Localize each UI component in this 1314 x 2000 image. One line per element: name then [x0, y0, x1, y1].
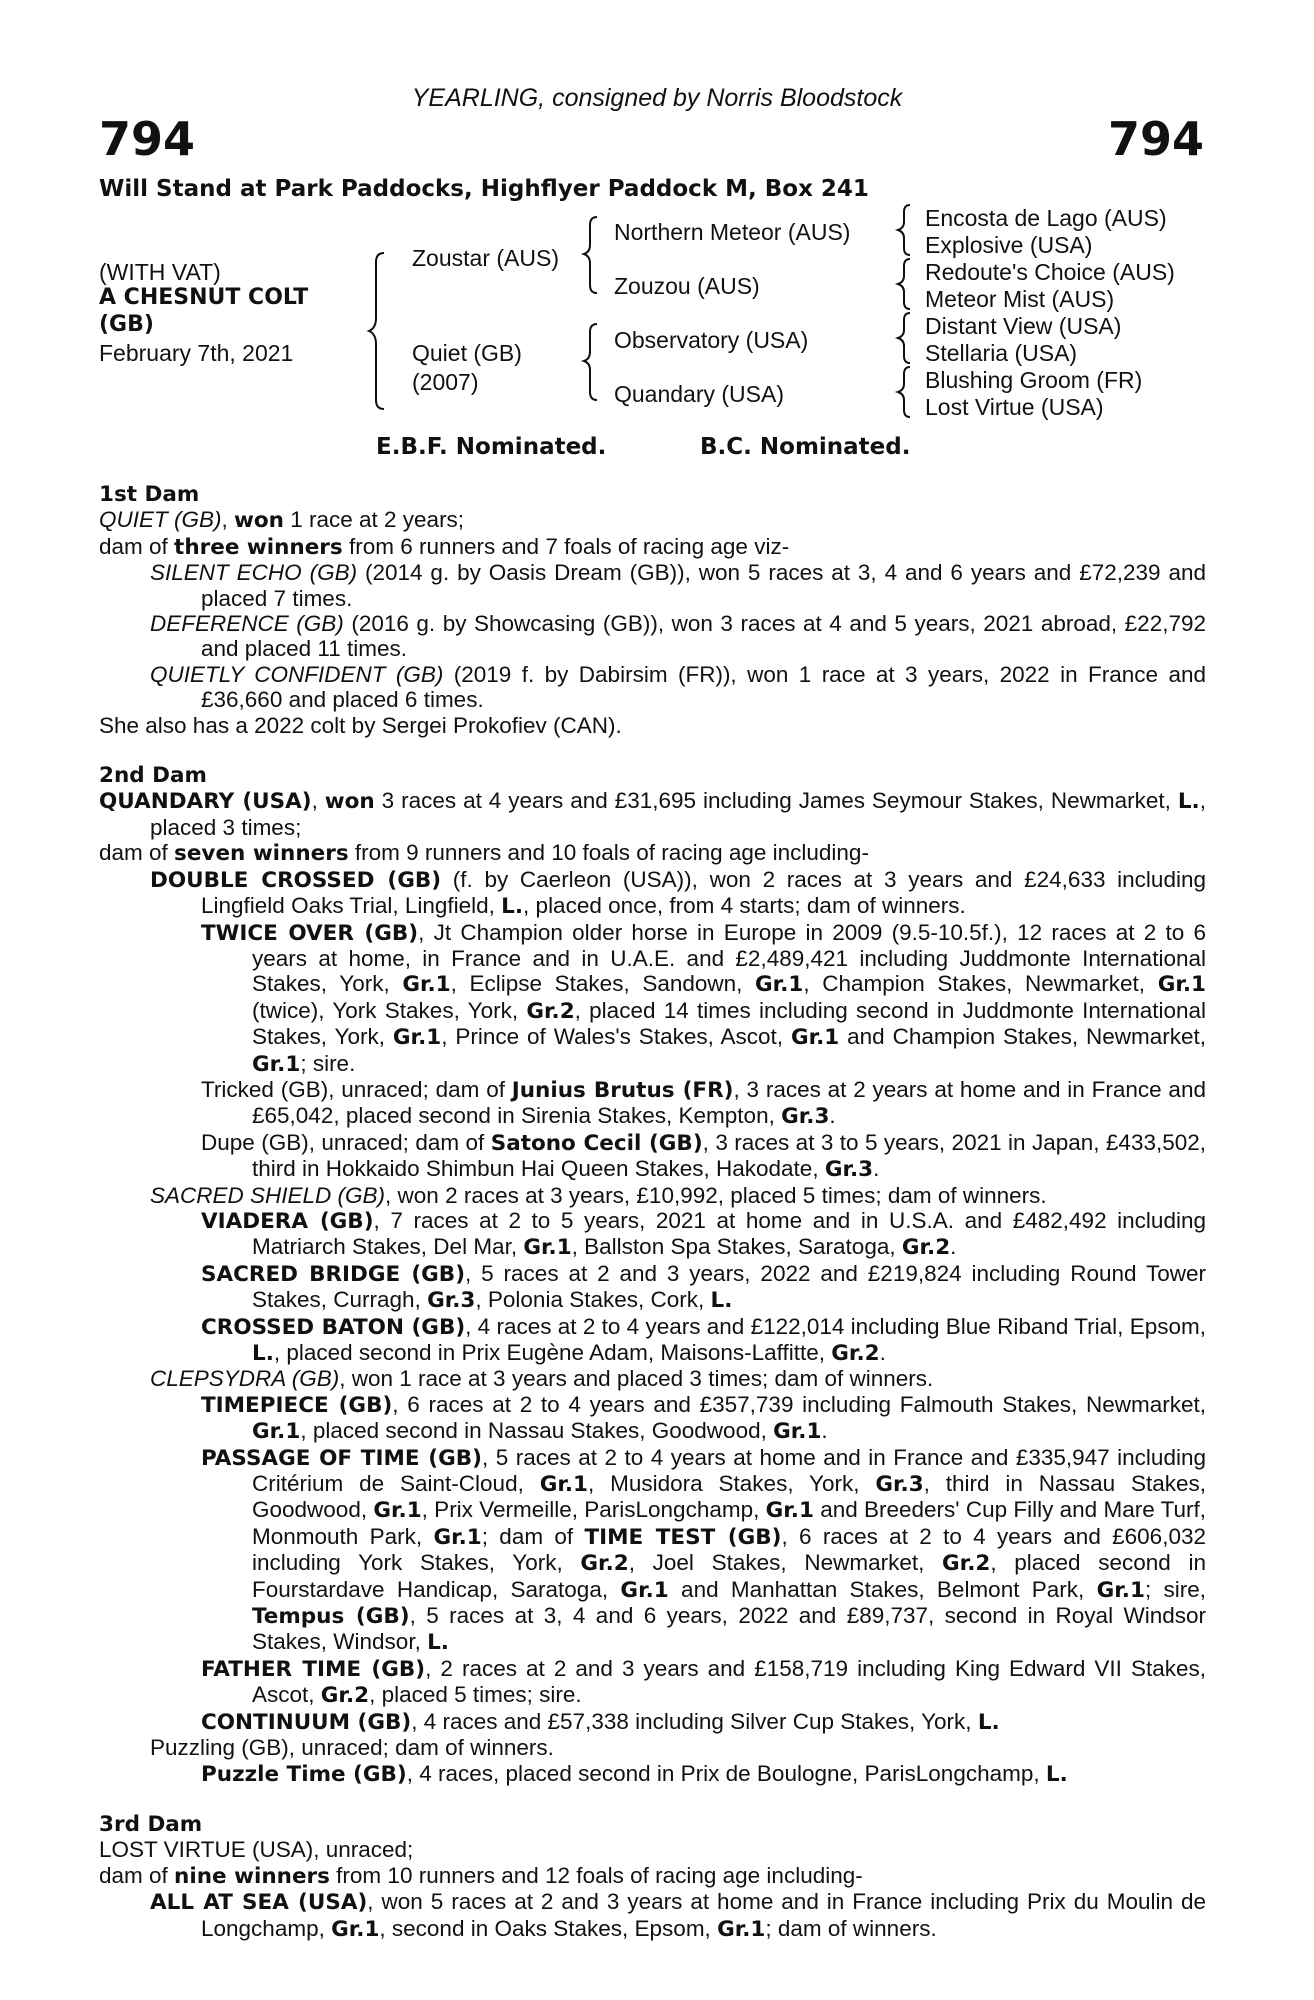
- sire-dam-dam: Meteor Mist (AUS): [925, 286, 1115, 312]
- catalogue-body: [99, 482, 1206, 1942]
- first-dam-heading: 1st Dam: [99, 482, 200, 507]
- produce-entry: DOUBLE CROSSED (GB) (f. by Caerleon (USA)), won 2 races at 3 years and £24,633 including Lingfield Oaks Trial, Lingfield, L., placed once, from 4 starts; dam of winners.: [150, 866, 1206, 920]
- sire-sire-sire: Encosta de Lago (AUS): [925, 205, 1167, 231]
- produce-entry: PASSAGE OF TIME (GB), 5 races at 2 to 4 years at home and in France and £335,947 including Critérium de Saint-Cloud, Gr.1, Musidora Stakes, York, Gr.3, third in Nassau Stakes, Goodwood, Gr.1, Prix Vermeille, ParisLongchamp, Gr.1 and Breeders' Cup Filly and Mare Turf, Monmouth Park, Gr.1; dam of TIME TEST (GB), 6 races at 2 to 4 years and £606,032 including York Stakes, York, Gr.2, Joel Stakes, Newmarket, Gr.2, placed second in Fourstardave Handicap, Saratoga, Gr.1 and Manhattan Stakes, Belmont Park, Gr.1; sire, Tempus (GB), 5 races at 3, 4 and 6 years, 2022 and £89,737, second in Royal Windsor Stakes, Windsor, L.: [201, 1444, 1207, 1656]
- sire-dam-sire: Redoute's Choice (AUS): [925, 259, 1175, 285]
- foaling-date: February 7th, 2021: [99, 340, 294, 366]
- produce-entry: VIADERA (GB), 7 races at 2 to 5 years, 2021 at home and in U.S.A. and £482,492 including Matriarch Stakes, Del Mar, Gr.1, Ballston Spa Stakes, Saratoga, Gr.2.: [201, 1207, 1206, 1261]
- produce-entry: DEFERENCE (GB) (2016 g. by Showcasing (GB)), won 3 races at 4 and 5 years, 2021 abroad, £22,792 and placed 11 times.: [150, 611, 1206, 662]
- third-dam-heading: 3rd Dam: [99, 1811, 203, 1837]
- sire-sire-dam: Explosive (USA): [925, 232, 1093, 258]
- second-dam-line: QUANDARY (USA), won 3 races at 4 years and £31,695 including James Seymour Stakes, Newmarket, L., placed 3 times;: [99, 788, 1206, 840]
- produce-entry: Puzzling (GB), unraced; dam of winners.: [150, 1735, 554, 1761]
- produce-entry: TIMEPIECE (GB), 6 races at 2 to 4 years and £357,739 including Falmouth Stakes, Newmarket, Gr.1, placed second in Nassau Stakes, Goodwood, Gr.1.: [201, 1391, 1206, 1445]
- produce-entry: QUIETLY CONFIDENT (GB) (2019 f. by Dabirsim (FR)), won 1 race at 3 years, 2022 in France and £36,660 and placed 6 times.: [150, 661, 1206, 713]
- produce-entry: SACRED BRIDGE (GB), 5 races at 2 and 3 years, 2022 and £219,824 including Round Tower Stakes, Curragh, Gr.3, Polonia Stakes, Cork, L.: [201, 1260, 1206, 1314]
- produce-entry: CONTINUUM (GB), 4 races and £57,338 including Silver Cup Stakes, York, L.: [201, 1708, 1000, 1735]
- third-dam-produce-summary: dam of nine winners from 10 runners and 12 foals of racing age including-: [99, 1862, 863, 1889]
- bc-nomination: B.C. Nominated.: [700, 434, 911, 460]
- first-dam-produce-summary: dam of three winners from 6 runners and 7 foals of racing age viz-: [99, 533, 790, 560]
- dam-sire: Observatory (USA): [614, 327, 809, 353]
- dam-sire-sire: Distant View (USA): [925, 313, 1122, 339]
- second-dam-produce-summary: dam of seven winners from 9 runners and 10 foals of racing age including-: [99, 840, 869, 867]
- lot-number-left: 794: [99, 112, 196, 166]
- dam-dam-dam: Lost Virtue (USA): [925, 394, 1104, 420]
- sire-dam: Zouzou (AUS): [614, 273, 760, 299]
- dam-sire-dam: Stellaria (USA): [925, 340, 1078, 366]
- produce-entry: CROSSED BATON (GB), 4 races at 2 to 4 years and £122,014 including Blue Riband Trial, Epsom, L., placed second in Prix Eugène Adam, Maisons-Laffitte, Gr.2.: [201, 1313, 1206, 1366]
- produce-entry: Tricked (GB), unraced; dam of Junius Brutus (FR), 3 races at 2 years at home and in France and £65,042, placed second in Sirenia Stakes, Kempton, Gr.3.: [201, 1076, 1206, 1130]
- first-dam-line: QUIET (GB), won 1 race at 2 years;: [99, 507, 465, 534]
- sire-sire: Northern Meteor (AUS): [614, 219, 851, 245]
- produce-entry: SILENT ECHO (GB) (2014 g. by Oasis Dream (GB)), won 5 races at 3, 4 and 6 years and £72,239 and placed 7 times.: [150, 560, 1206, 611]
- ebf-nomination: E.B.F. Nominated.: [376, 434, 607, 460]
- third-dam-line: LOST VIRTUE (USA), unraced;: [99, 1837, 414, 1863]
- dam-dam: Quandary (USA): [614, 381, 785, 407]
- consignor-line: YEARLING, consigned by Norris Bloodstock: [411, 84, 903, 112]
- second-dam-heading: 2nd Dam: [99, 763, 207, 789]
- dam-dam-sire: Blushing Groom (FR): [925, 367, 1143, 393]
- stand-location: Will Stand at Park Paddocks, Highflyer Paddock M, Box 241: [99, 176, 869, 202]
- produce-entry: Puzzle Time (GB), 4 races, placed second in Prix de Boulogne, ParisLongchamp, L.: [201, 1760, 1068, 1787]
- produce-entry: SACRED SHIELD (GB), won 2 races at 3 years, £10,992, placed 5 times; dam of winners.: [150, 1182, 1047, 1208]
- sire: Zoustar (AUS): [412, 245, 559, 271]
- horse-country: (GB): [99, 312, 154, 337]
- produce-entry: FATHER TIME (GB), 2 races at 2 and 3 years and £158,719 including King Edward VII Stakes, Ascot, Gr.2, placed 5 times; sire.: [201, 1655, 1206, 1709]
- produce-note: She also has a 2022 colt by Sergei Prokofiev (CAN).: [99, 712, 622, 738]
- dam-year: (2007): [412, 369, 479, 395]
- produce-entry: ALL AT SEA (USA), won 5 races at 2 and 3 years at home and in France including Prix du Moulin de Longchamp, Gr.1, second in Oaks Stakes, Epsom, Gr.1; dam of winners.: [150, 1889, 1206, 1942]
- horse-name: A CHESNUT COLT: [99, 285, 309, 310]
- dam: Quiet (GB): [412, 340, 522, 366]
- produce-entry: CLEPSYDRA (GB), won 1 race at 3 years and placed 3 times; dam of winners.: [150, 1366, 934, 1392]
- produce-entry: Dupe (GB), unraced; dam of Satono Cecil (GB), 3 races at 3 to 5 years, 2021 in Japan, £433,502, third in Hokkaido Shimbun Hai Queen Stakes, Hakodate, Gr.3.: [201, 1129, 1207, 1183]
- lot-number-right: 794: [1107, 112, 1204, 166]
- produce-entry: TWICE OVER (GB), Jt Champion older horse in Europe in 2009 (9.5-10.5f.), 12 races at 2 to 6 years at home, in France and in U.A.E. and £2,489,421 including Juddmonte International Stakes, York, Gr.1, Eclipse Stakes, Sandown, Gr.1, Champion Stakes, Newmarket, Gr.1 (twice), York Stakes, York, Gr.2, placed 14 times including second in Juddmonte International Stakes, York, Gr.1, Prince of Wales's Stakes, Ascot, Gr.1 and Champion Stakes, Newmarket, Gr.1; sire.: [201, 919, 1207, 1077]
- dam-name: QUIET (GB): [99, 507, 222, 533]
- vat-note: (WITH VAT): [99, 259, 221, 285]
